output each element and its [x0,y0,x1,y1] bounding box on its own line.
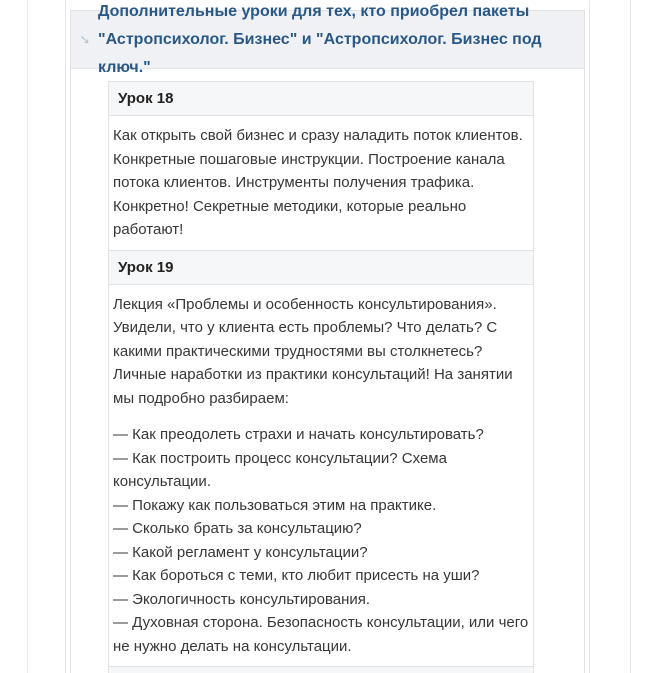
forward-arrow-icon: ➘ [79,32,91,47]
quote-header [71,2,584,76]
quote-title-line-2: "Астропсихолог. Бизнес" и "Астропсихолог. Бизнес под ключ." [98,30,542,76]
next-lesson-header-partial [109,667,533,673]
quote-body [71,69,584,673]
lesson-19-paragraph: Лекция «Проблемы и особенность консультирования». Увидели, что у клиента есть проблемы? Что делать? С какими практическими трудностями вы столкнетесь? Личные наработки из практики консультаций! На занятии мы подробно разбираем: [113,295,513,407]
list-item: — Как бороться с теми, кто любит присесть на уши? [113,567,480,584]
list-item: — Как построить процесс консультации? Схема консультации. [113,449,447,490]
quote-title [98,0,584,82]
quote-title-line-1: Дополнительные уроки для тех, кто приобрел пакеты [98,2,530,20]
lesson-18-description [109,116,533,251]
list-item: — Какой регламент у консультации? [113,543,368,561]
list-item: — Как преодолеть страхи и начать консультировать? [113,426,484,443]
quoted-post-block [70,2,585,673]
lessons-table [108,81,534,673]
list-item: — Духовная сторона. Безопасность консультации, или чего не нужно делать на консультации. [113,614,529,655]
lesson-19-description [109,285,533,668]
lesson-19-topics-list [113,423,529,658]
lesson-19-header: Урок 19 [109,251,533,285]
list-item: — Сколько брать за консультацию? [113,520,362,537]
lesson-18-header: Урок 18 [109,82,533,116]
list-item: — Экологичность консультирования. [113,590,371,608]
lesson-18-paragraph: Как открыть свой бизнес и сразу наладить поток клиентов. Конкретные пошаговые инструкции. Построение канала потока клиентов. Инструменты получения трафика. Конкретно! Секретные методики, которые реально работают! [113,127,523,238]
list-item: — Покажу как пользоваться этим на практике. [113,496,437,514]
